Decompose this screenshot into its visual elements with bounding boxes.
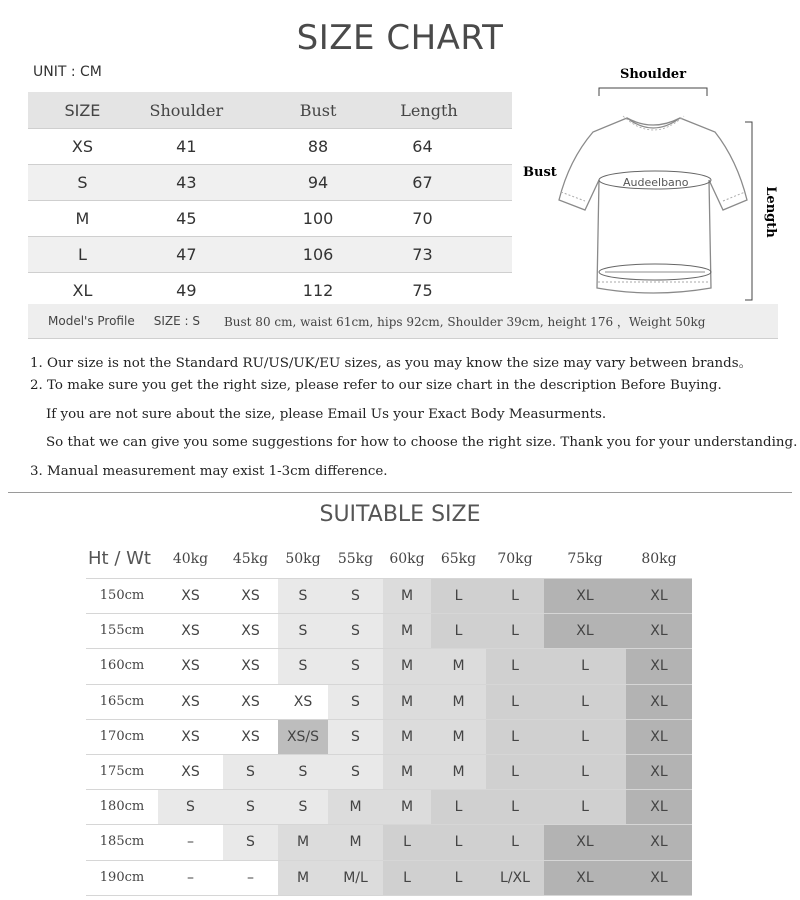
- size-cell: XL: [626, 755, 692, 789]
- size-cell: M: [383, 685, 431, 719]
- weight-header: 50kg: [285, 551, 321, 567]
- grid-corner-label: Ht / Wt: [88, 548, 151, 569]
- cell-bust: 100: [302, 209, 334, 228]
- size-cell: XL: [626, 790, 692, 824]
- size-cell: M: [383, 720, 431, 754]
- size-cell: XL: [544, 579, 626, 613]
- size-cell: XS/S: [278, 720, 328, 754]
- size-table-row: [28, 237, 512, 273]
- size-cell: XL: [544, 861, 626, 895]
- length-bracket: [745, 122, 752, 300]
- size-cell: XL: [626, 649, 692, 683]
- size-cell: S: [278, 579, 328, 613]
- cell-length: 67: [412, 173, 433, 192]
- height-header: 160cm: [99, 658, 145, 674]
- note-2: 2. To make sure you get the right size, please refer to our size chart in the description Before Buying.: [30, 378, 722, 393]
- size-cell: M: [278, 825, 328, 859]
- cell-bust: 112: [302, 281, 334, 300]
- height-header: 155cm: [99, 623, 145, 639]
- length-label: Length: [763, 186, 778, 238]
- shirt-diagram: [515, 60, 800, 305]
- size-cell: –: [158, 825, 223, 859]
- weight-header: 40kg: [172, 551, 209, 567]
- cell-shoulder: 47: [176, 245, 197, 264]
- size-cell: M/L: [328, 861, 383, 895]
- suitable-size-grid: [86, 540, 692, 890]
- unit-label: UNIT : CM: [33, 64, 102, 80]
- size-cell: XS: [158, 579, 223, 613]
- height-header: 170cm: [99, 728, 145, 744]
- shoulder-label: Shoulder: [619, 67, 687, 82]
- size-cell: XS: [223, 579, 278, 613]
- size-cell: L/XL: [486, 861, 544, 895]
- size-table-row: [28, 129, 512, 165]
- model-profile-label: Model's Profile: [48, 314, 135, 328]
- size-cell: L: [486, 579, 544, 613]
- height-header: 175cm: [99, 764, 145, 779]
- size-cell: M: [431, 720, 486, 754]
- size-cell: L: [486, 825, 544, 859]
- weight-header: 60kg: [389, 551, 425, 567]
- weight-header: 65kg: [440, 551, 477, 567]
- size-cell: S: [328, 685, 383, 719]
- size-cell: XL: [544, 825, 626, 859]
- size-cell: M: [383, 614, 431, 648]
- shirt-logo-text: Audeelbano: [623, 176, 689, 189]
- tshirt-icon: [559, 118, 747, 293]
- size-cell: XS: [158, 685, 223, 719]
- size-cell: S: [328, 579, 383, 613]
- size-cell: L: [383, 861, 431, 895]
- size-cell: S: [223, 825, 278, 859]
- size-cell: L: [486, 649, 544, 683]
- size-cell: L: [544, 649, 626, 683]
- cell-shoulder: 45: [176, 209, 197, 228]
- height-header: 180cm: [99, 799, 145, 815]
- weight-header: 55kg: [337, 551, 374, 567]
- size-cell: S: [328, 720, 383, 754]
- cell-shoulder: 41: [176, 137, 197, 156]
- size-cell: L: [486, 790, 544, 824]
- size-cell: XL: [626, 685, 692, 719]
- size-cell: S: [328, 649, 383, 683]
- cell-length: 73: [412, 245, 433, 264]
- weight-header: 80kg: [641, 551, 677, 567]
- header-size: SIZE: [64, 100, 101, 120]
- note-2-line-3: So that we can give you some suggestions for how to choose the right size. Thank you for your understanding.: [46, 435, 798, 450]
- size-cell: XL: [626, 579, 692, 613]
- page-title: SIZE CHART: [296, 18, 504, 58]
- size-cell: M: [383, 790, 431, 824]
- size-cell: XL: [626, 720, 692, 754]
- size-cell: XS: [223, 649, 278, 683]
- size-cell: L: [544, 720, 626, 754]
- size-cell: XS: [158, 614, 223, 648]
- size-cell: L: [431, 790, 486, 824]
- size-cell: L: [486, 614, 544, 648]
- size-table-row: [28, 201, 512, 237]
- model-size: SIZE : S: [153, 314, 200, 328]
- weight-header: 45kg: [232, 551, 269, 567]
- model-measurements: Bust 80 cm, waist 61cm, hips 92cm, Shoulder 39cm, height 176 ，Weight 50kg: [223, 314, 706, 329]
- bust-label: Bust: [523, 165, 557, 180]
- size-cell: S: [278, 649, 328, 683]
- size-chart-table: [28, 92, 512, 308]
- size-cell: L: [544, 685, 626, 719]
- size-cell: L: [431, 614, 486, 648]
- note-2-line-2: If you are not sure about the size, please Email Us your Exact Body Measurments.: [46, 407, 607, 422]
- section-divider: [8, 492, 792, 493]
- size-cell: XS: [278, 685, 328, 719]
- size-cell: S: [223, 755, 278, 789]
- size-cell: L: [486, 755, 544, 789]
- size-cell: S: [278, 614, 328, 648]
- size-cell: S: [278, 755, 328, 789]
- size-cell: L: [486, 685, 544, 719]
- cell-size: L: [77, 245, 87, 264]
- size-table-row: [28, 165, 512, 201]
- cell-length: 75: [412, 281, 433, 300]
- size-cell: M: [383, 649, 431, 683]
- size-cell: L: [383, 825, 431, 859]
- size-cell: XS: [158, 755, 223, 789]
- cell-length: 64: [412, 137, 433, 156]
- size-cell: XL: [544, 614, 626, 648]
- size-table-row: [28, 273, 512, 309]
- size-cell: S: [328, 755, 383, 789]
- cell-size: XL: [72, 281, 93, 300]
- size-table-header-row: [28, 92, 512, 129]
- size-cell: S: [158, 790, 223, 824]
- size-cell: S: [278, 790, 328, 824]
- note-3: 3. Manual measurement may exist 1-3cm difference.: [30, 464, 388, 479]
- size-cell: M: [431, 685, 486, 719]
- height-header: 165cm: [99, 693, 145, 709]
- size-cell: XS: [223, 720, 278, 754]
- note-1: 1. Our size is not the Standard RU/US/UK/EU sizes, as you may know the size may vary between brands。: [30, 356, 753, 371]
- size-cell: L: [431, 579, 486, 613]
- size-cell: S: [223, 790, 278, 824]
- cell-size: XS: [71, 137, 93, 156]
- size-cell: –: [223, 861, 278, 895]
- model-profile-row: [28, 304, 778, 339]
- size-cell: M: [383, 579, 431, 613]
- size-cell: XS: [158, 720, 223, 754]
- size-cell: S: [328, 614, 383, 648]
- size-cell: XS: [223, 614, 278, 648]
- cell-bust: 94: [307, 173, 329, 192]
- header-shoulder: Shoulder: [149, 100, 224, 120]
- cell-shoulder: 49: [176, 281, 197, 300]
- shoulder-bracket: [599, 88, 707, 96]
- size-cell: M: [328, 825, 383, 859]
- size-cell: M: [431, 649, 486, 683]
- size-cell: XS: [158, 649, 223, 683]
- suitable-size-title: SUITABLE SIZE: [319, 502, 481, 527]
- size-cell: XL: [626, 861, 692, 895]
- height-header: 185cm: [99, 834, 145, 850]
- size-cell: M: [328, 790, 383, 824]
- cell-size: S: [77, 173, 88, 192]
- height-header: 190cm: [99, 869, 145, 885]
- size-cell: L: [544, 755, 626, 789]
- size-cell: L: [431, 825, 486, 859]
- size-cell: –: [158, 861, 223, 895]
- cell-size: M: [75, 209, 90, 228]
- cell-shoulder: 43: [176, 173, 197, 192]
- size-cell: XL: [626, 825, 692, 859]
- weight-header: 75kg: [567, 551, 603, 567]
- height-header: 150cm: [99, 588, 145, 603]
- cell-bust: 106: [302, 245, 334, 264]
- weight-header: 70kg: [497, 551, 533, 567]
- grid-bottom-border: [86, 895, 692, 896]
- cell-bust: 88: [307, 137, 329, 156]
- header-length: Length: [400, 100, 458, 120]
- size-cell: M: [278, 861, 328, 895]
- size-cell: L: [431, 861, 486, 895]
- size-cell: L: [544, 790, 626, 824]
- size-cell: XL: [626, 614, 692, 648]
- size-cell: M: [431, 755, 486, 789]
- size-cell: M: [383, 755, 431, 789]
- header-bust: Bust: [299, 100, 337, 120]
- cell-length: 70: [412, 209, 433, 228]
- size-cell: L: [486, 720, 544, 754]
- size-cell: XS: [223, 685, 278, 719]
